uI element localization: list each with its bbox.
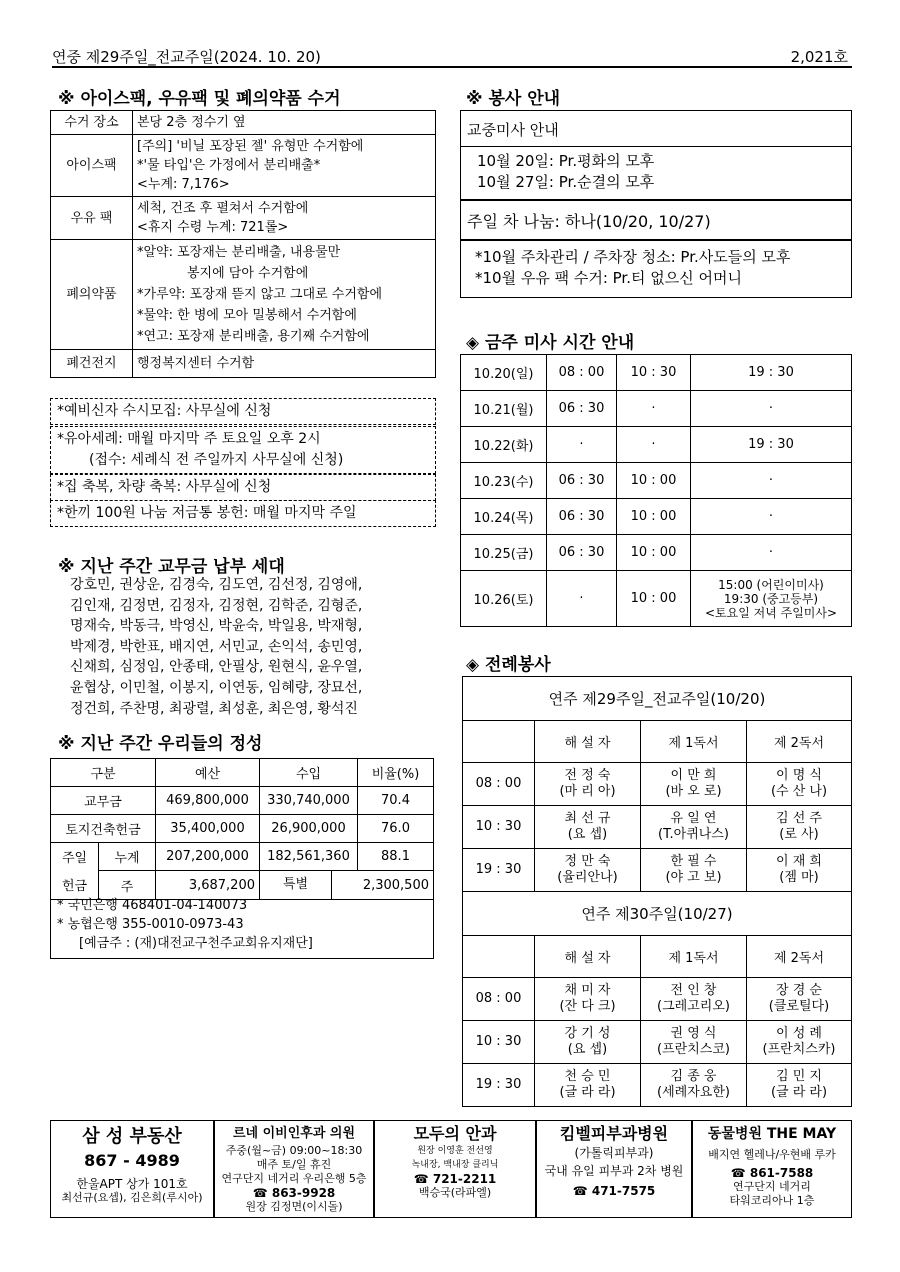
notice-blessing: *집 축복, 차량 축복: 사무실에 신청 xyxy=(50,474,436,501)
list-item: 김인재, 김정면, 김정자, 김정현, 김학준, 김형준, xyxy=(70,597,363,614)
row-label: 폐건전지 xyxy=(51,350,133,378)
table-row xyxy=(463,763,852,806)
cell: 207,200,000 xyxy=(156,843,260,871)
finance-table xyxy=(50,758,434,900)
text-line: 19:30 (중고등부) xyxy=(723,591,819,606)
mass-service-head: 교중미사 안내 xyxy=(461,111,851,147)
cell: 469,800,000 xyxy=(156,787,260,815)
table-row xyxy=(463,978,852,1021)
table-row xyxy=(463,849,852,892)
cell: 전 정 숙 (마 리 아) xyxy=(535,763,641,806)
text-line: 봉지에 담아 수거함에 xyxy=(187,266,309,281)
mass-service-lines xyxy=(461,147,851,197)
ad-eye-clinic xyxy=(374,1120,536,1218)
cell: 35,400,000 xyxy=(156,815,260,843)
cell: 10.25(금) xyxy=(461,535,547,571)
page-header xyxy=(52,46,852,68)
cell: 이 명 식 (수 산 나) xyxy=(747,763,852,806)
cell: · xyxy=(617,391,691,427)
cell: 10.23(수) xyxy=(461,463,547,499)
cell: 주 xyxy=(99,871,156,900)
donors-title: ※ 지난 주간 교무금 납부 세대 xyxy=(58,557,285,577)
list-item: 정건희, 주찬명, 최광렬, 최성훈, 최은영, 황석진 xyxy=(70,700,358,717)
ad-phone: ☎ 861-7588 xyxy=(730,1166,814,1180)
cell: · xyxy=(691,499,852,535)
row-label: 수거 장소 xyxy=(51,111,133,135)
cell xyxy=(463,936,535,978)
cell: 누계 xyxy=(99,843,156,871)
liturgy-table xyxy=(462,676,852,1107)
issue-title: 연중 제29주일_전교주일(2024. 10. 20) xyxy=(52,48,321,66)
car-share: 주일 차 나눔: 하나(10/20, 10/27) xyxy=(460,200,852,240)
cell: · xyxy=(691,463,852,499)
text-line: *유아세례: 매월 마지막 주 토요일 오후 2시 xyxy=(57,431,321,447)
text-line: <휴지 수령 누계: 721롤> xyxy=(137,220,289,235)
cell: · xyxy=(617,427,691,463)
table-row xyxy=(461,391,852,427)
donor-list xyxy=(70,575,440,719)
col-header: 제 2독서 xyxy=(747,936,852,978)
ad-ent-clinic xyxy=(214,1120,374,1218)
row-text: 본당 2층 정수기 옆 xyxy=(133,111,436,135)
table-row xyxy=(463,892,852,936)
text-line: *'물 타입'은 가정에서 분리배출* xyxy=(137,158,321,173)
week-head: 연주 제29주일_전교주일(10/20) xyxy=(463,677,852,721)
table-row xyxy=(51,815,434,843)
list-item: 윤협상, 이민철, 이봉지, 이연동, 임혜량, 장묘선, xyxy=(70,679,363,696)
ad-real-estate xyxy=(50,1120,214,1218)
text-line: [예금주 : (재)대전교구천주교회유지재단] xyxy=(79,936,313,951)
table-row xyxy=(461,463,852,499)
row-label: 우유 팩 xyxy=(51,197,133,240)
ad-line: 녹내장, 백내장 클리닉 xyxy=(411,1160,499,1170)
row-text: 행정복지센터 수거함 xyxy=(133,350,436,378)
cell: · xyxy=(691,535,852,571)
ad-line: 원장 김정면(이시돌) xyxy=(245,1200,343,1213)
col-header: 해 설 자 xyxy=(535,721,641,763)
ad-phone: 867 - 4989 xyxy=(84,1151,180,1170)
notice-savings: *한끼 100원 나눔 저금통 봉헌: 매월 마지막 주일 xyxy=(50,500,436,527)
ad-line: 주중(월~금) 09:00~18:30 xyxy=(225,1144,363,1157)
col-header: 구분 xyxy=(51,759,156,787)
ad-phone: ☎ 863-9928 xyxy=(252,1186,336,1200)
cell: 10 : 30 xyxy=(617,355,691,391)
text-line: <누계: 7,176> xyxy=(137,177,230,192)
col-header: 해 설 자 xyxy=(535,936,641,978)
cell: 교무금 xyxy=(51,787,156,815)
cell: 19 : 30 xyxy=(691,427,852,463)
cell: 10.21(월) xyxy=(461,391,547,427)
col-header: 제 2독서 xyxy=(747,721,852,763)
cell: 채 미 자 (잔 다 크) xyxy=(535,978,641,1021)
cell: 26,900,000 xyxy=(260,815,358,843)
text-line: *10월 주차관리 / 주차장 청소: Pr.사도들의 모후 xyxy=(475,248,791,266)
cell: 장 경 순 (클로틸다) xyxy=(747,978,852,1021)
row-label: 아이스팩 xyxy=(51,135,133,197)
cell: 강 기 성 (요 셉) xyxy=(535,1021,641,1064)
ad-line: 타워코리아나 1층 xyxy=(729,1194,815,1207)
cell: 10 : 00 xyxy=(617,535,691,571)
table-row xyxy=(51,197,436,240)
text-line: *물약: 한 병에 모아 밀봉해서 수거함에 xyxy=(137,308,357,323)
row-text xyxy=(133,240,436,350)
cell: 10 : 30 xyxy=(463,806,535,849)
ad-bar xyxy=(50,1120,852,1218)
cell: 19 : 30 xyxy=(463,1064,535,1107)
icepack-table xyxy=(50,110,436,378)
cell: 06 : 30 xyxy=(547,499,617,535)
text-line: * 농협은행 355-0010-0973-43 xyxy=(57,917,244,932)
cell: 19 : 30 xyxy=(691,355,852,391)
cell xyxy=(463,721,535,763)
cell: 유 일 연 (T.아퀴나스) xyxy=(641,806,747,849)
ad-line: (가톨릭피부과) xyxy=(574,1146,654,1160)
ad-dermatology xyxy=(536,1120,692,1218)
cell: 김 민 지 (글 라 라) xyxy=(747,1064,852,1107)
ad-line: 한울APT 상가 101호 xyxy=(76,1177,188,1191)
service-extra xyxy=(460,240,852,298)
cell: 전 인 창 (그레고리오) xyxy=(641,978,747,1021)
week-head: 연주 제30주일(10/27) xyxy=(463,892,852,936)
col-header: 예산 xyxy=(156,759,260,787)
list-item: 명재숙, 박동극, 박영신, 박윤숙, 박일용, 박재형, xyxy=(70,618,363,635)
cell: 정 만 숙 (율리안나) xyxy=(535,849,641,892)
table-row xyxy=(51,111,436,135)
schedule-title: ◈ 금주 미사 시간 안내 xyxy=(466,333,635,353)
ad-line: 연구단지 네거리 우리은행 5층 xyxy=(221,1172,367,1185)
table-row xyxy=(51,240,436,350)
cell: 06 : 30 xyxy=(547,463,617,499)
ad-animal-hospital xyxy=(692,1120,852,1218)
notice-baptism xyxy=(50,426,436,474)
table-row xyxy=(51,135,436,197)
cell: 08 : 00 xyxy=(463,978,535,1021)
cell: 330,740,000 xyxy=(260,787,358,815)
liturgy-title: ◈ 전례봉사 xyxy=(466,655,551,675)
text-line: <토요일 저녁 주일미사> xyxy=(704,605,838,620)
issue-number: 2,021호 xyxy=(790,48,848,66)
text-line: 10월 20일: Pr.평화의 모후 xyxy=(477,152,655,170)
col-header: 비율(%) xyxy=(358,759,434,787)
finance-title: ※ 지난 주간 우리들의 정성 xyxy=(58,734,263,754)
cell: · xyxy=(691,391,852,427)
ad-name: 삼 성 부동산 xyxy=(82,1126,182,1147)
ad-line: 배지연 헬레나/우현배 루카 xyxy=(708,1148,836,1161)
cell: 3,687,200 xyxy=(156,871,260,900)
col-header: 제 1독서 xyxy=(641,721,747,763)
table-row xyxy=(461,355,852,391)
ad-line: 국내 유일 피부과 2차 병원 xyxy=(544,1164,684,1178)
cell: 06 : 30 xyxy=(547,391,617,427)
text-line: * 국민은행 468401-04-140073 xyxy=(57,898,248,913)
cell: 19 : 30 xyxy=(463,849,535,892)
ad-line: 연구단지 네거리 xyxy=(733,1180,811,1193)
ad-line: 백승국(라파엘) xyxy=(418,1186,492,1199)
cell: 김 종 웅 (세례자요한) xyxy=(641,1064,747,1107)
cell: 최 선 규 (요 셉) xyxy=(535,806,641,849)
notice-catechumen: *예비신자 수시모집: 사무실에 신청 xyxy=(50,398,436,425)
cell: 70.4 xyxy=(358,787,434,815)
table-row xyxy=(461,535,852,571)
cell: 10 : 00 xyxy=(617,463,691,499)
table-row xyxy=(463,806,852,849)
table-row xyxy=(461,427,852,463)
cell: 천 승 민 (글 라 라) xyxy=(535,1064,641,1107)
saturday-evening xyxy=(691,571,852,627)
ad-name: 르네 이비인후과 의원 xyxy=(232,1126,356,1141)
text-line: *10월 우유 팩 수거: Pr.티 없으신 어머니 xyxy=(475,269,742,287)
cell: · xyxy=(547,427,617,463)
cell: 헌금 xyxy=(51,871,99,900)
cell: 권 영 식 (프란치스코) xyxy=(641,1021,747,1064)
cell: 10 : 00 xyxy=(617,571,691,627)
col-header: 수입 xyxy=(260,759,358,787)
table-row xyxy=(461,571,852,627)
cell: 08 : 00 xyxy=(547,355,617,391)
bank-accounts xyxy=(50,895,434,959)
cell: 10 : 30 xyxy=(463,1021,535,1064)
ad-line: 매주 토/일 휴진 xyxy=(256,1158,332,1171)
ad-name: 모두의 안과 xyxy=(413,1124,497,1143)
mass-service-box xyxy=(460,110,852,200)
cell: 88.1 xyxy=(358,843,434,871)
cell: 06 : 30 xyxy=(547,535,617,571)
text-line: (접수: 세례식 전 주일까지 사무실에 신청) xyxy=(89,452,344,468)
cell: 토지건축헌금 xyxy=(51,815,156,843)
cell: 10.20(일) xyxy=(461,355,547,391)
cell: 한 필 수 (야 고 보) xyxy=(641,849,747,892)
cell: 182,561,360 xyxy=(260,843,358,871)
table-row xyxy=(461,499,852,535)
text-line: [주의] '비닐 포장된 젤' 유형만 수거함에 xyxy=(137,139,364,154)
row-text xyxy=(133,135,436,197)
mass-schedule-table xyxy=(460,354,852,627)
text-line: *연고: 포장재 분리배출, 용기째 수거함에 xyxy=(137,329,370,344)
ad-line: 원장 이영훈 전선영 xyxy=(417,1146,493,1156)
text-line: *가루약: 포장재 뜯지 않고 그대로 수거함에 xyxy=(137,287,383,302)
cell: 10.22(화) xyxy=(461,427,547,463)
ad-name: 동물병원 THE MAY xyxy=(707,1126,837,1142)
cell: · xyxy=(547,571,617,627)
table-row xyxy=(51,843,434,871)
table-row xyxy=(463,1064,852,1107)
row-label: 폐의약품 xyxy=(51,240,133,350)
cell: 10.26(토) xyxy=(461,571,547,627)
table-row xyxy=(51,759,434,787)
cell: 이 재 희 (젬 마) xyxy=(747,849,852,892)
cell: 이 만 희 (바 오 로) xyxy=(641,763,747,806)
special-label: 특별 xyxy=(260,871,332,899)
special-value: 2,300,500 xyxy=(362,877,429,893)
cell: 10.24(목) xyxy=(461,499,547,535)
ad-phone: ☎ 471-7575 xyxy=(572,1184,656,1198)
ad-phone: ☎ 721-2211 xyxy=(413,1172,497,1186)
ad-line: 최선규(요셉), 김은희(루시아) xyxy=(61,1191,203,1204)
cell: 76.0 xyxy=(358,815,434,843)
list-item: 신채희, 심정임, 안종태, 안필상, 원현식, 윤우열, xyxy=(70,659,363,676)
col-header: 제 1독서 xyxy=(641,936,747,978)
text-line: *알약: 포장재는 분리배출, 내용물만 xyxy=(137,245,341,260)
table-row xyxy=(463,721,852,763)
cell: 10 : 00 xyxy=(617,499,691,535)
table-row xyxy=(463,677,852,721)
table-row xyxy=(51,350,436,378)
text-line: 세척, 건조 후 펼쳐서 수거함에 xyxy=(137,201,309,216)
table-row xyxy=(51,787,434,815)
text-line: 10월 27일: Pr.순결의 모후 xyxy=(477,173,655,191)
table-row xyxy=(463,936,852,978)
cell: 이 성 례 (프란치스카) xyxy=(747,1021,852,1064)
cell: 주일 xyxy=(51,843,99,871)
row-text xyxy=(133,197,436,240)
table-row xyxy=(463,1021,852,1064)
cell: 08 : 00 xyxy=(463,763,535,806)
cell: 김 선 주 (로 사) xyxy=(747,806,852,849)
service-title: ※ 봉사 안내 xyxy=(466,89,561,109)
ad-name: 킴벨피부과병원 xyxy=(559,1124,669,1143)
text-line: 15:00 (어린이미사) xyxy=(718,577,824,592)
icepack-title: ※ 아이스팩, 우유팩 및 폐의약품 수거 xyxy=(58,89,341,109)
list-item: 강호민, 권상운, 김경숙, 김도연, 김선정, 김영애, xyxy=(70,577,363,593)
list-item: 박제경, 박한표, 배지연, 서민교, 손익석, 송민영, xyxy=(70,638,363,655)
